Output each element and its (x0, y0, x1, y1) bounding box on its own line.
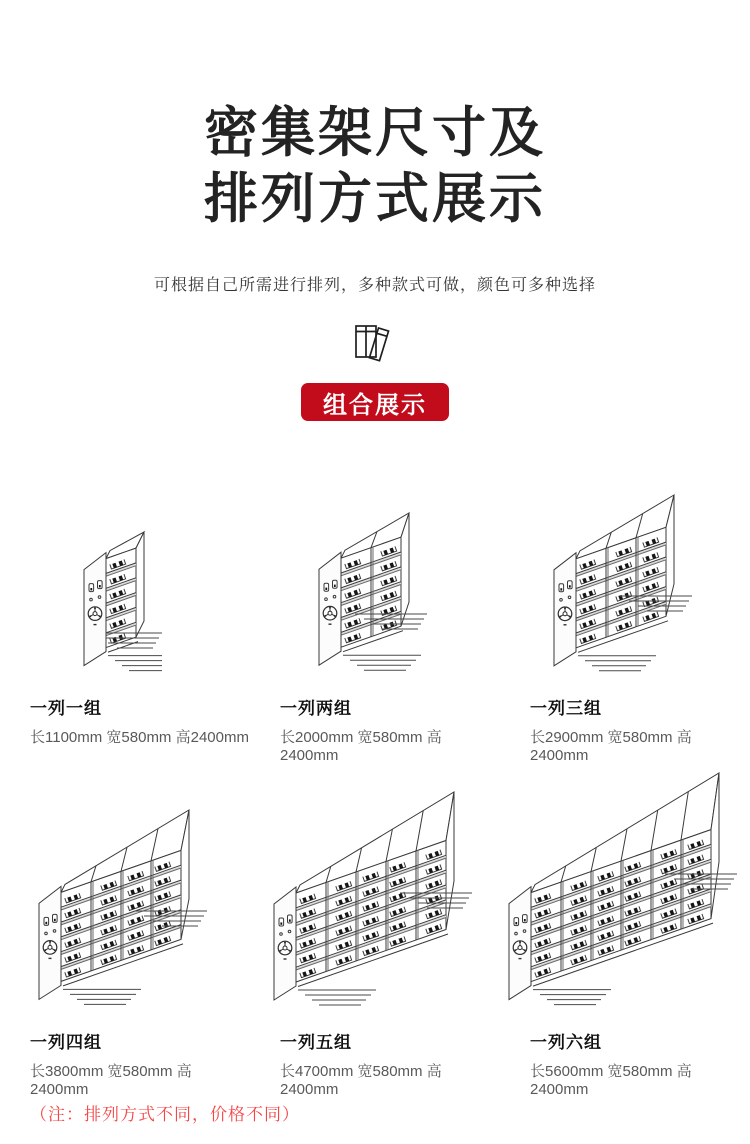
shelf-illustration-1 (0, 448, 250, 694)
product-dimensions: 长5600mm 宽580mm 高2400mm (530, 1063, 692, 1098)
shelf-illustration-3 (500, 448, 750, 694)
product-dimensions: 长2900mm 宽580mm 高2400mm (530, 729, 692, 764)
combo-display-badge: 组合展示 (301, 383, 449, 421)
shelf-illustration-2 (250, 448, 500, 694)
product-dimensions: 长3800mm 宽580mm 高2400mm (30, 1063, 192, 1098)
shelf-illustration-5 (250, 760, 500, 1028)
product-caption (250, 1028, 500, 1098)
product-dimensions: 长2000mm 宽580mm 高2400mm (280, 729, 442, 764)
product-caption (500, 1028, 750, 1098)
page-title-line1: 密集架尺寸及 (204, 103, 546, 163)
shelf-illustration-4 (0, 760, 250, 1028)
product-dimensions: 长1100mm 宽580mm 高2400mm (30, 729, 249, 746)
product-name: 一列四组 (30, 1033, 102, 1052)
product-caption (0, 1028, 250, 1098)
product-name: 一列五组 (280, 1033, 352, 1052)
books-icon (0, 319, 750, 365)
product-name: 一列三组 (530, 699, 602, 718)
product-caption (500, 694, 750, 764)
shelf-illustration-6 (500, 760, 750, 1028)
product-name: 一列六组 (530, 1033, 602, 1052)
product-name: 一列两组 (280, 699, 352, 718)
page-subtitle: 可根据自己所需进行排列，多种款式可做，颜色可多种选择 (153, 277, 596, 294)
product-caption (250, 694, 500, 764)
product-grid (0, 448, 750, 1098)
product-card (0, 448, 250, 760)
product-card (250, 760, 500, 1098)
page-title-line2: 排列方式展示 (204, 169, 546, 229)
product-card (0, 760, 250, 1098)
product-dimensions: 长4700mm 宽580mm 高2400mm (280, 1063, 442, 1098)
product-caption (0, 694, 250, 760)
product-card (500, 760, 750, 1098)
product-name: 一列一组 (30, 699, 102, 718)
price-note: （注：排列方式不同，价格不同） (30, 1105, 300, 1124)
product-card (500, 448, 750, 764)
product-card (250, 448, 500, 764)
